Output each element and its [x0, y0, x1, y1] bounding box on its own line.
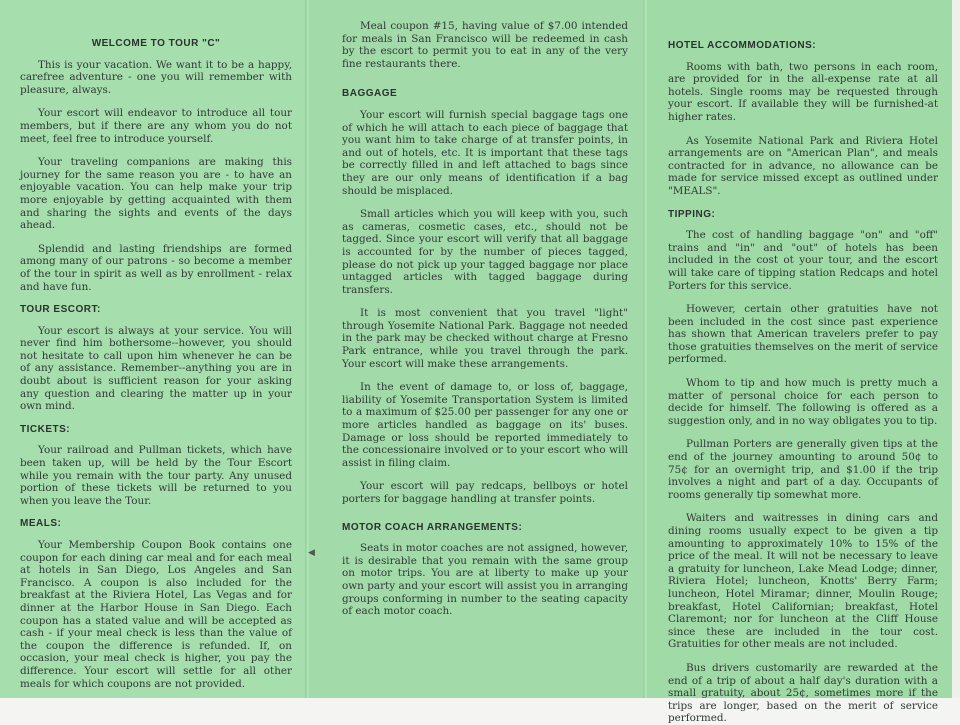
- meal-coupon-paragraph: Meal coupon #15, having value of $7.00 intended for meals in San Francisco will be redeemed in cash by the escort to permit you to eat in any of the very fine restaurants there.: [342, 20, 628, 70]
- middle-panel: [310, 0, 644, 698]
- tipping-heading: TIPPING:: [668, 208, 716, 220]
- hotel-paragraph: Rooms with bath, two persons in each room, are provided for in the all-expense rate at all hotels. Single rooms may be requested through your escort. If available they will be furnished-at higher rates.: [668, 60, 938, 123]
- tipping-paragraph: Waiters and waitresses in dining cars and dining rooms usually expect to be given a tip amounting to approximately 10% to 15% of the price of the meal. It will not be necessary to leave a gratuity for luncheon, Lake Mead Lodge; dinner, Riviera Hotel; luncheon, Knotts' Berry Farm; luncheon, Hotel Miramar; dinner, Moulin Rouge; breakfast, Hotel Californian; breakfast, Hotel Claremont; nor for luncheon at the Cliff House since these are included in the tour cost. Gratuities for other meals are not included.: [668, 512, 938, 651]
- tickets-heading: TICKETS:: [20, 423, 71, 435]
- scan-edge: [952, 0, 960, 698]
- tipping-paragraph: However, certain other gratuities have not been included in the cost since past experience has shown that American travelers prefer to pay those gratuities themselves on the merit of service performed.: [668, 303, 938, 366]
- welcome-paragraph: Splendid and lasting friendships are formed among many of our patrons - so become a member of the tour in spirit as well as by enrollment - relax and have fun.: [20, 242, 292, 293]
- tour-escort-paragraph: Your escort is always at your service. You will never find him bothersome--however, you should not hesitate to call upon him whenever he can be of any assistance. Remember--anything you are in doubt about is sufficient reason for your asking any question and clearing the matter up in your own mind.: [20, 324, 292, 413]
- welcome-paragraph: This is your vacation. We want it to be a happy, carefree adventure - one you will remember with pleasure, always.: [20, 58, 292, 96]
- baggage-paragraph: Your escort will pay redcaps, bellboys or hotel porters for baggage handling at transfer points.: [342, 480, 628, 505]
- motor-coach-heading: MOTOR COACH ARRANGEMENTS:: [342, 521, 523, 533]
- hotel-paragraph: As Yosemite National Park and Riviera Hotel arrangements are on "American Plan", and meals contracted for in advance, no allowance can be made for service missed except as outlined under "MEALS".: [668, 134, 938, 197]
- fold-mark-icon: ◀: [308, 548, 315, 558]
- tour-escort-heading: TOUR ESCORT:: [20, 304, 101, 316]
- welcome-heading: WELCOME TO TOUR "C": [91, 38, 221, 49]
- baggage-paragraph: Small articles which you will keep with you, such as cameras, cosmetic cases, etc., should not be tagged. Since your escort will verify that all baggage is accounted for by the number of pieces tagged, please do not pick up your tagged baggage nor place untagged articles with tagged baggage during transfers.: [342, 208, 628, 296]
- tickets-paragraph: Your railroad and Pullman tickets, which have been taken up, will be held by the Tour Escort while you remain with the tour party. Any unused portion of these tickets will be returned to you when you leave the Tour.: [20, 444, 292, 507]
- welcome-paragraph: Your escort will endeavor to introduce all tour members, but if there are any whom you do not meet, feel free to introduce yourself.: [20, 107, 292, 145]
- tipping-paragraph: Pullman Porters are generally given tips at the end of the journey amounting to around 50¢ to 75¢ for an overnight trip, and $1.00 if the trip involves a night and part of a day. Occupants of rooms generally tip somewhat more.: [668, 438, 938, 501]
- tipping-paragraph: The cost of handling baggage "on" and "off" trains and "in" and "out" of hotels has been included in the cost ot your tour, and the escort will take care of tipping station Redcaps and hotel Porters for this service.: [668, 229, 938, 292]
- motor-coach-paragraph: Seats in motor coaches are not assigned, however, it is desirable that you remain with the same group on motor trips. You are at liberty to make up your own party and your escort will assist you in arranging groups conforming in number to the seating capacity of each motor coach.: [342, 542, 628, 618]
- right-panel: [648, 0, 952, 725]
- meals-paragraph: Your Membership Coupon Book contains one coupon for each dining car meal and for each meal at hotels in San Diego, Los Angeles and San Francisco. A coupon is also included for the breakfast at the Riviera Hotel, Las Vegas and for dinner at the Harbor House in San Diego. Each coupon has a stated value and will be accepted as cash - if your meal check is less than the value of the coupon the difference is refunded. If, on occasion, your meal check is higher, you pay the difference. Your escort will settle for all other meals for which coupons are not provided.: [20, 539, 292, 690]
- hotel-heading: HOTEL ACCOMMODATIONS:: [668, 40, 817, 51]
- baggage-paragraph: Your escort will furnish special baggage tags one of which he will attach to each piece of baggage that you want him to take charge of at transfer points, in and out of hotels, etc. It is important that these tags be correctly filled in and left attached to bags since they are our only means of identification if a bag should be misplaced.: [342, 108, 628, 197]
- baggage-paragraph: In the event of damage to, or loss of, baggage, liability of Yosemite Transportation System is limited to a maximum of $25.00 per passenger for any one or more articles handled as baggage on its' buses. Damage or loss should be reported immediately to the concessionaire involved or to your escort who will assist in filing claim.: [342, 381, 628, 469]
- welcome-paragraph: Your traveling companions are making this journey for the same reason you are - to have an enjoyable vacation. You can help make your trip more enjoyable by getting acquainted with them and sharing the sights and events of the days ahead.: [20, 156, 292, 232]
- tipping-paragraph: Whom to tip and how much is pretty much a matter of personal choice for each person to decide for himself. The following is offered as a suggestion only, and in no way obligates you to tip.: [668, 377, 938, 427]
- tipping-paragraph: Bus drivers customarily are rewarded at the end of a trip of about a half day's duration with a small gratuity, about 25¢, sometimes more if the trips are longer, based on the merit of service performed.: [668, 661, 938, 725]
- baggage-paragraph: It is most convenient that you travel "light" through Yosemite National Park. Baggage not needed in the park may be checked without charge at Fresno Park entrance, while you travel through the park. Your escort will make these arrangements.: [342, 307, 628, 370]
- left-panel: [0, 0, 306, 698]
- meals-heading: MEALS:: [20, 518, 62, 530]
- baggage-heading: BAGGAGE: [342, 88, 398, 100]
